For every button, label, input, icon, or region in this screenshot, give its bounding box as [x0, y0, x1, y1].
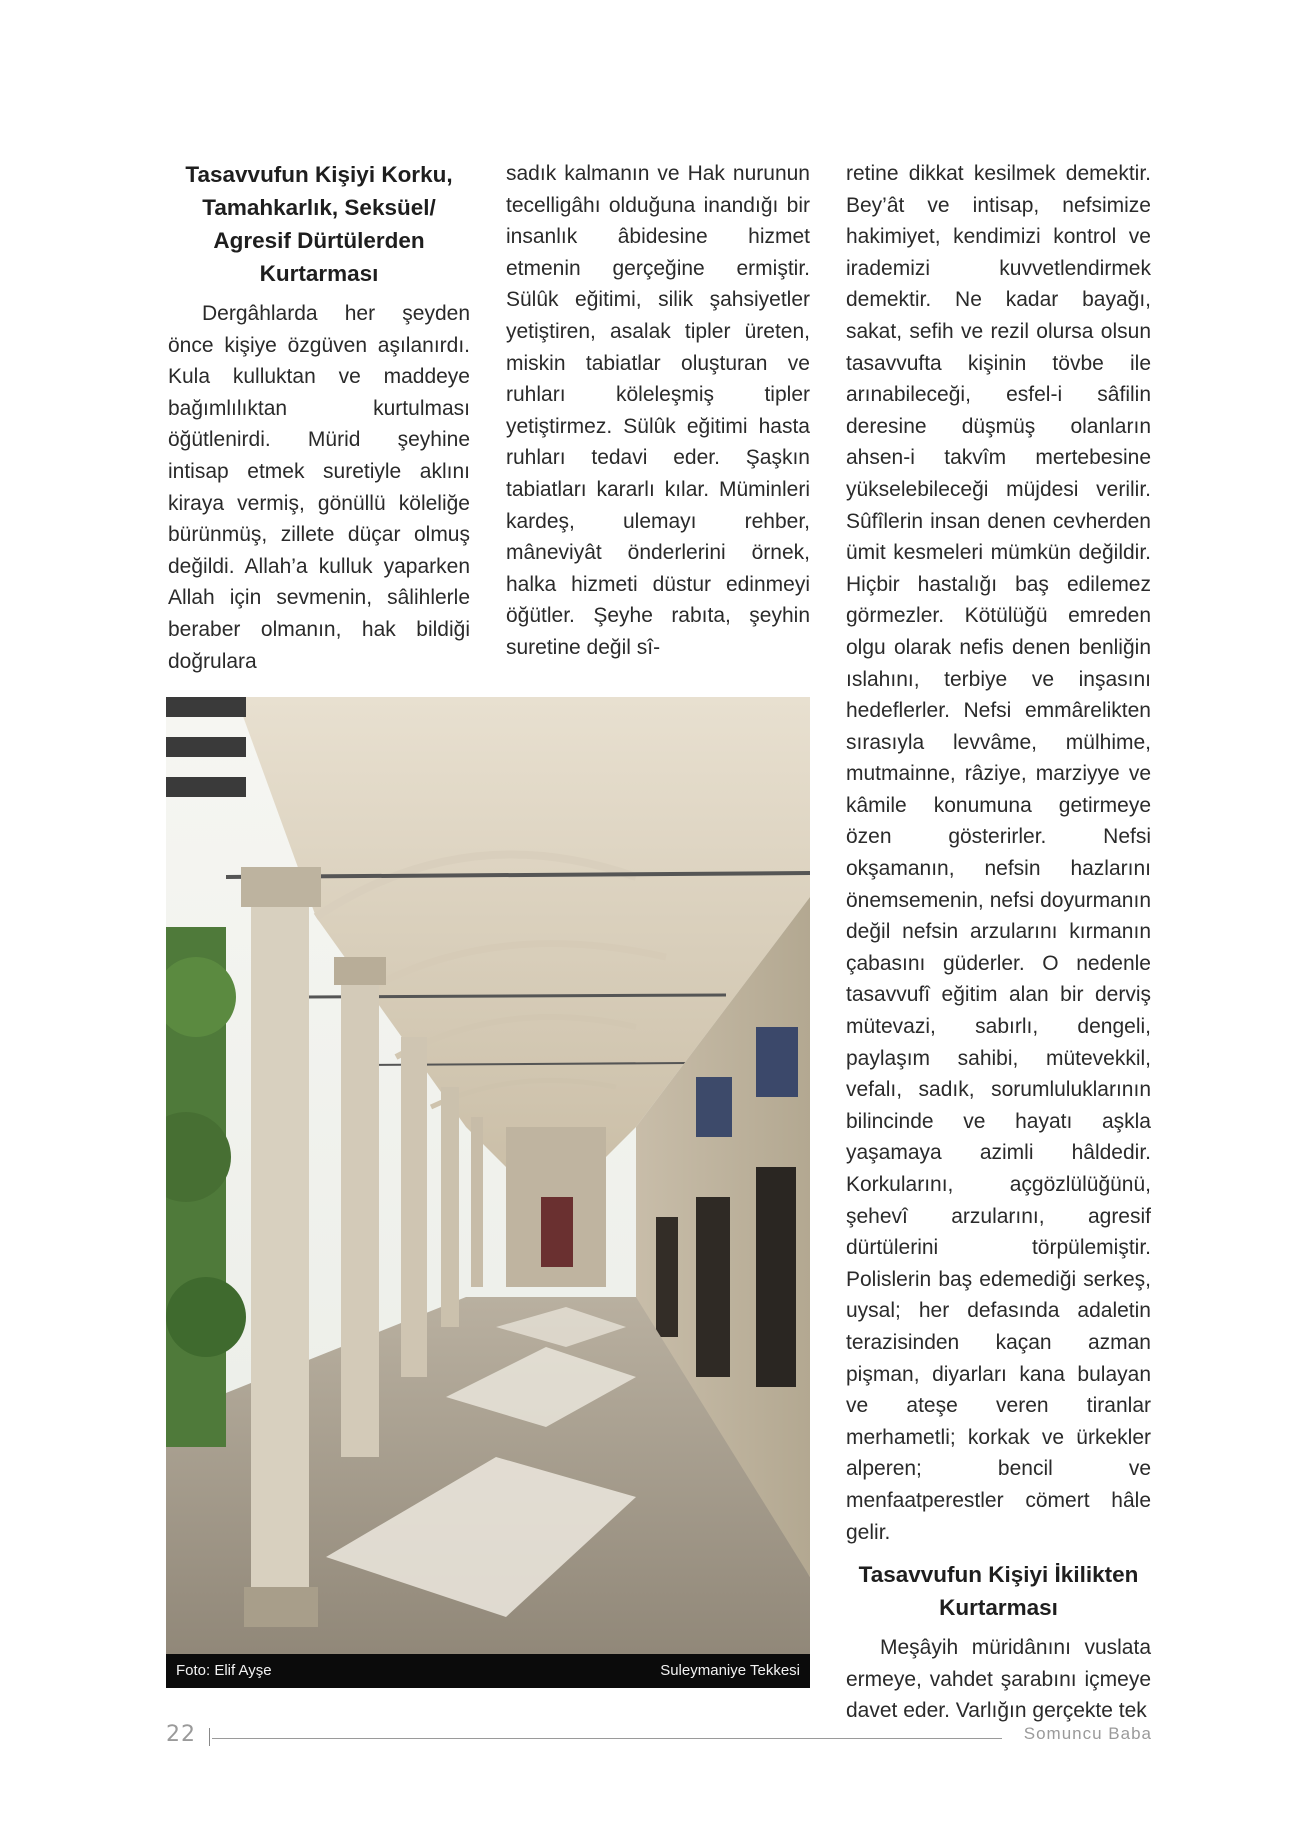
photo-credit: Foto: Elif Ayşe — [176, 1662, 272, 1679]
article-column-2 — [506, 158, 810, 664]
column-2-paragraph: sadık kalmanın ve Hak nurunun tecelligâhı olduğuna inandığı bir insanlık âbidesine hizmet etmenin gerçeğine ermiştir. Sülûk eğitimi, silik şahsiyetler yetiştiren, asalak tipler üreten, miskin tabiatlar oluşturan ve ruhları köleleşmiş tipler yetiştirmez. Sülûk eğitimi hasta ruhları tedavi eder. Şaşkın tabiatları kararlı kılar. Müminleri kardeş, ulemayı rehber, mâneviyât önderlerini örnek, halka hizmeti düstur edinmeyi öğütler. Şeyhe rabıta, şeyhin suretine değil sî- — [506, 162, 810, 659]
photo-caption-bar — [166, 1654, 810, 1688]
section-heading-2: Tasavvufun Kişiyi İkilikten Kurtarması — [858, 1562, 1139, 1621]
page-number: 22 — [166, 1722, 196, 1747]
page-footer — [166, 1722, 1152, 1752]
column-1-paragraph: Dergâhlarda her şeyden önce kişiye özgüven aşılanırdı. Kula kulluktan ve maddeye bağımlılıktan kurtulması öğütlenirdi. Mürid şeyhine intisap etmek suretiyle aklını kiraya vermiş, gönüllü köleliğe bürünmüş, zillete düçar olmuş değildi. Allah’a kulluk yaparken Allah için sevmenin, sâlihlerle beraber olmanın, hak bildiği doğrulara — [168, 302, 470, 673]
footer-rule — [212, 1738, 1002, 1739]
magazine-name: Somuncu Baba — [1023, 1724, 1152, 1743]
arcade-photo — [166, 697, 810, 1688]
footer-divider — [209, 1728, 210, 1746]
article-column-3 — [846, 158, 1151, 1727]
column-3-paragraph-2: Meşâyih müridânını vuslata ermeye, vahdet şarabını içmeye davet eder. Varlığın gerçekte tek — [846, 1636, 1151, 1723]
column-3-paragraph: retine dikkat kesilmek demektir. Bey’ât ve intisap, nefsimize hakimiyet, kendimizi kontrol ve irademizi kuvvetlendirmek demektir. Ne kadar bayağı, sakat, sefih ve rezil olursa olsun tasavvufta kişinin tövbe ile arınabileceği, esfel-i sâfilin deresine düşmüş olanların ahsen-i takvîm mertebesine yükselebileceği müjdesi verilir. Sûfîlerin insan denen cevherden ümit kesmeleri mümkün değildir. Hiçbir hastalığı baş edilemez görmezler. Kötülüğü emreden olgu olarak nefis denen benliğin ıslahını, terbiye ve inşasını hedeflerler. Nefsi emmârelikten sırasıyla levvâme, mülhime, mutmainne, râziye, marziyye ve kâmile konumuna getirmeye özen gösterirler. Nefsi okşamanın, nefsin hazlarını önemsemenin, nefsi doyurmanın değil nefsin arzularını kırmanın çabasını güderler. O nedenle tasavvufî eğitim alan bir derviş mütevazi, sabırlı, dengeli, paylaşım sahibi, mütevekkil, vefalı, sadık, sorumluluklarının bilincinde ve hayatı aşkla yaşamaya azimli hâldedir. Korkularını, açgözlülüğünü, şehevî arzularını, agresif dürtülerini törpülemiştir. Polislerin baş edemediği serkeş, uysal; her defasında adaletin terazisinden kaçan azman pişman, diyarları kana bulayan ve ateşe veren tiranlar merhametli; korkak ve ürkekler alperen; bencil ve menfaatperestler cömert hâle gelir. — [846, 162, 1151, 1544]
arcade-illustration — [166, 697, 810, 1688]
article-column-1 — [168, 158, 470, 677]
photo-location: Suleymaniye Tekkesi — [660, 1662, 800, 1679]
section-heading-1: Tasavvufun Kişiyi Korku, Tamahkarlık, Seksüel/ Agresif Dürtülerden Kurtarması — [185, 162, 453, 286]
